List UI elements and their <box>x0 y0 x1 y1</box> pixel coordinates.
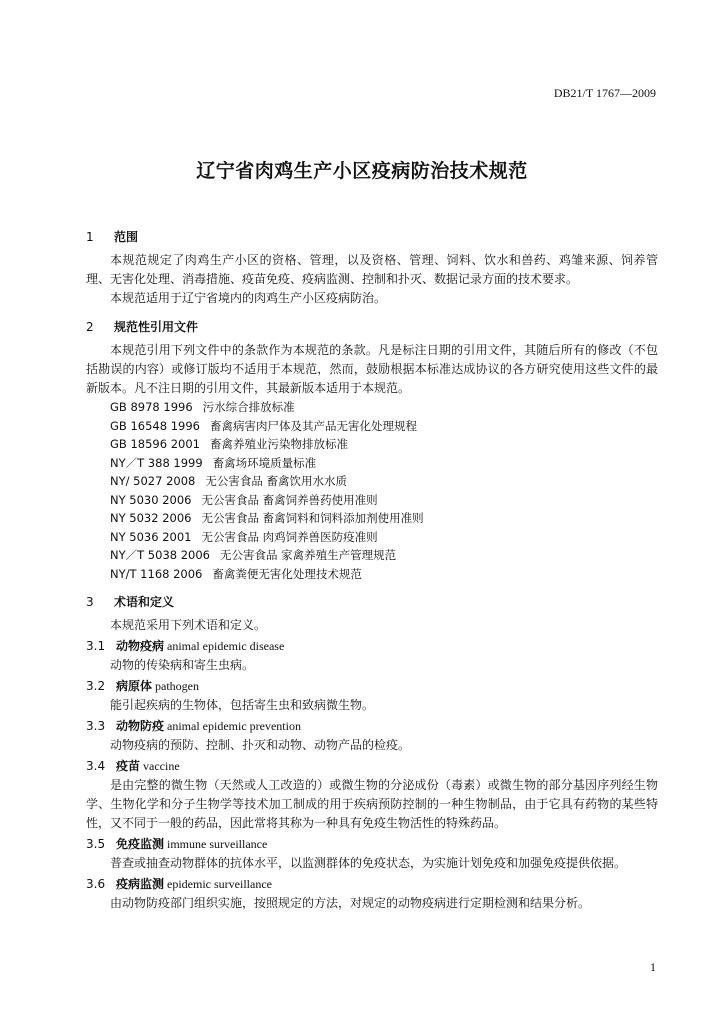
reference-list <box>86 398 658 583</box>
section-3-heading <box>86 593 658 612</box>
term-heading <box>86 875 658 894</box>
reference-name: 畜禽养殖业污染物排放标准 <box>209 437 348 451</box>
term-english: immune surveillance <box>167 837 268 851</box>
term-chinese: 动物疫病 <box>116 639 165 653</box>
reference-code: NY 5036 2001 <box>110 529 192 544</box>
term-chinese: 免疫监测 <box>116 837 165 851</box>
term-number: 3.3 <box>86 719 106 733</box>
term-english: animal epidemic prevention <box>167 719 301 733</box>
reference-code: NY 5030 2006 <box>110 492 192 507</box>
reference-name: 无公害食品 畜禽饮用水水质 <box>205 474 348 488</box>
reference-name: 无公害食品 肉鸡饲养兽医防疫准则 <box>201 529 378 544</box>
reference-code: NY／T 388 1999 <box>110 455 203 470</box>
reference-item <box>110 546 658 565</box>
term-number: 3.4 <box>86 759 106 773</box>
term-chinese: 疫病监测 <box>116 877 165 891</box>
reference-code: NY／T 5038 2006 <box>110 548 210 562</box>
reference-code: GB 18596 2001 <box>110 437 200 451</box>
term-heading <box>86 637 658 656</box>
term-heading <box>86 757 658 776</box>
reference-name: 畜禽场环境质量标准 <box>212 455 317 470</box>
section-1-heading <box>86 228 658 247</box>
reference-name: 畜禽病害肉尸体及其产品无害化处理规程 <box>209 418 417 433</box>
document-body <box>86 218 658 913</box>
section-title: 范围 <box>114 230 139 244</box>
term-heading <box>86 677 658 696</box>
reference-name: 畜禽粪便无害化处理技术规范 <box>212 566 362 581</box>
reference-item <box>110 398 658 417</box>
term-number: 3.1 <box>86 639 106 653</box>
reference-name: 无公害食品 畜禽饲料和饲料添加剂使用准则 <box>201 511 424 525</box>
document-code: DB21/T 1767—2009 <box>553 86 656 100</box>
reference-item <box>110 509 658 528</box>
term-english: pathogen <box>155 679 200 693</box>
reference-name: 无公害食品 畜禽饲养兽药使用准则 <box>201 492 378 507</box>
reference-code: NY/T 1168 2006 <box>110 566 203 581</box>
section-1-paragraph-1: 本规范规定了肉鸡生产小区的资格、管理，以及资格、管理、饲料、饮水和兽药、鸡雏来源、饲养管理、无害化处理、消毒措施、疫苗免疫、疫病监测、控制和扑灭、数据记录方面的技术要求。 <box>86 253 658 286</box>
term-english: animal epidemic disease <box>167 639 285 653</box>
page-number: 1 <box>650 960 656 974</box>
term-heading <box>86 717 658 736</box>
term-chinese: 病原体 <box>116 679 153 693</box>
section-title: 术语和定义 <box>114 595 175 609</box>
term-heading <box>86 835 658 854</box>
term-definition: 由动物防疫部门组织实施，按照规定的方法，对规定的动物疫病进行定期检测和结果分析。 <box>110 896 591 910</box>
reference-code: NY/ 5027 2008 <box>110 474 196 488</box>
reference-item <box>110 491 658 510</box>
reference-item <box>110 435 658 454</box>
term-definition: 是由完整的微生物（天然或人工改造的）或微生物的分泌成份（毒素）或微生物的部分基因序列经生物学、生物化学和分子生物学等技术加工制成的用于疾病预防控制的一种生物制品，由于它具有药物的某些特性，又不同于一般的药品，因此常将其称为一种具有免疫生物活性的特殊药品。 <box>86 778 658 830</box>
reference-item <box>110 454 658 473</box>
term-number: 3.2 <box>86 679 106 693</box>
term-chinese: 动物防疫 <box>116 719 165 733</box>
section-2-paragraph: 本规范引用下列文件中的条款作为本规范的条款。凡是标注日期的引用文件，其随后所有的修改（不包括勘误的内容）或修订版均不适用于本规范，然而，鼓励根据本标准达成协议的各方研究使用这些文件的最新版本。凡不注日期的引用文件，其最新版本适用于本规范。 <box>86 343 658 395</box>
section-title: 规范性引用文件 <box>114 320 199 334</box>
term-english: vaccine <box>143 759 180 773</box>
section-2-heading <box>86 318 658 337</box>
term-definition: 动物的传染病和寄生虫病。 <box>110 658 255 672</box>
term-number: 3.6 <box>86 877 106 891</box>
reference-item <box>110 417 658 436</box>
section-number: 3 <box>86 595 94 609</box>
term-definition: 能引起疾病的生物体，包括寄生虫和致病微生物。 <box>110 698 375 712</box>
reference-name: 污水综合排放标准 <box>202 400 295 414</box>
reference-code: GB 16548 1996 <box>110 418 200 433</box>
section-number: 1 <box>86 230 94 244</box>
term-definition: 普查或抽查动物群体的抗体水平，以监测群体的免疫状态，为实施计划免疫和加强免疫提供依据。 <box>110 856 627 870</box>
section-1-paragraph-2: 本规范适用于辽宁省境内的肉鸡生产小区疫病防治。 <box>110 291 387 305</box>
term-chinese: 疫苗 <box>116 759 141 773</box>
term-number: 3.5 <box>86 837 106 851</box>
section-3-intro: 本规范采用下列术语和定义。 <box>110 618 267 632</box>
reference-code: NY 5032 2006 <box>110 511 192 525</box>
reference-item <box>110 528 658 547</box>
reference-name: 无公害食品 家禽养殖生产管理规范 <box>220 548 397 562</box>
reference-item <box>110 565 658 584</box>
term-english: epidemic surveillance <box>167 877 272 891</box>
reference-item <box>110 472 658 491</box>
term-definition: 动物疫病的预防、控制、扑灭和动物、动物产品的检疫。 <box>110 738 411 752</box>
section-number: 2 <box>86 320 94 334</box>
document-title: 辽宁省肉鸡生产小区疫病防治技术规范 <box>196 160 528 182</box>
reference-code: GB 8978 1996 <box>110 400 193 414</box>
